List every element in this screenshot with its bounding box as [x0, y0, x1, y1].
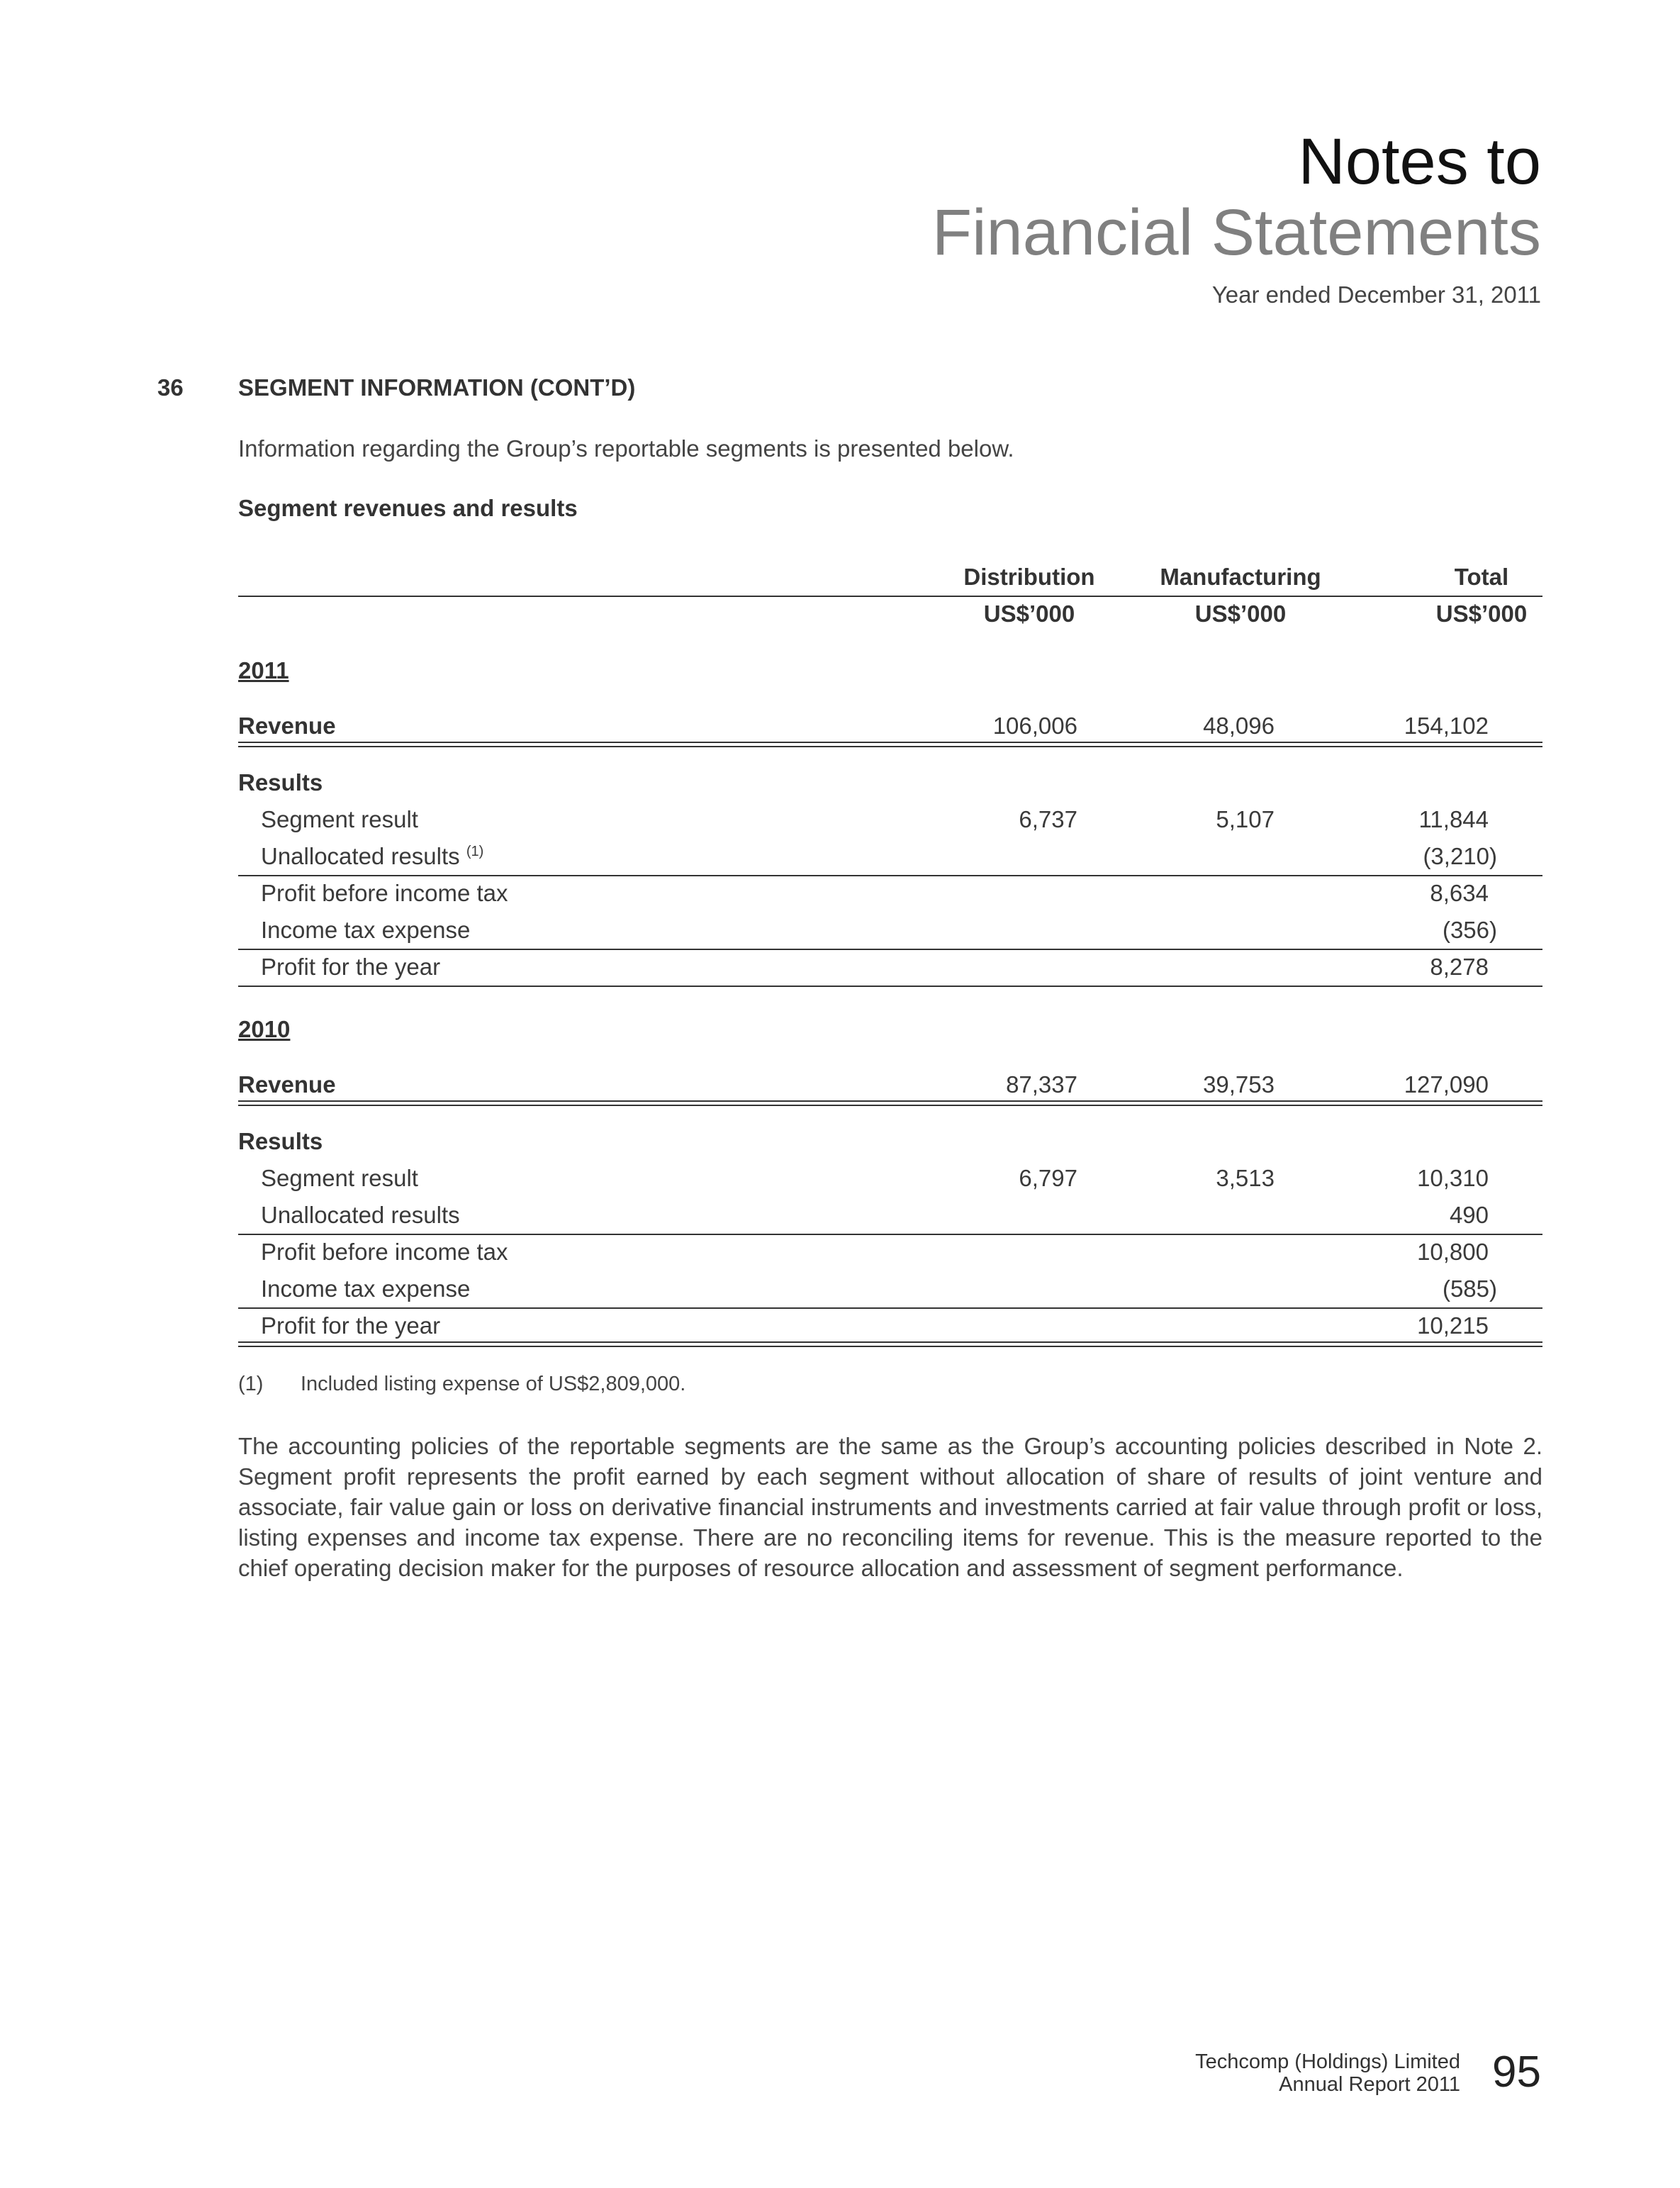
- revenue-label-2010: Revenue: [238, 1071, 336, 1098]
- segment-result-manufacturing-2011: 5,107: [1216, 806, 1275, 832]
- tax-rule-2010: [238, 1307, 1542, 1309]
- page-subtitle: Year ended December 31, 2011: [1211, 281, 1541, 308]
- subtotal-rule-2010: [238, 1234, 1542, 1235]
- segment-result-label-2010: Segment result: [261, 1165, 418, 1191]
- profit-year-total-2010: 10,215: [1417, 1312, 1489, 1339]
- profit-before-tax-label-2011: Profit before income tax: [261, 880, 508, 906]
- revenue-double-rule-2010: [238, 1100, 1542, 1106]
- unallocated-label-2011: Unallocated results: [261, 843, 460, 869]
- revenue-double-rule-2011: [238, 742, 1542, 747]
- policy-paragraph: The accounting policies of the reportable segments are the same as the Group’s accounting policies described in Note 2. Segment profit represents the profit earned by each segment without allocation of share of results of joint venture and associate, fair value gain or loss on derivative financial instruments and investments carried at fair value through profit or loss, listing expenses and income tax expense. There are no reconciling items for revenue. This is the measure reported to the chief operating decision maker for the purposes of resource allocation and assessment of segment performance.: [238, 1433, 1542, 1581]
- income-tax-label-2010: Income tax expense: [261, 1276, 471, 1302]
- footnote-mark: (1): [238, 1373, 264, 1395]
- year-heading-2011: 2011: [238, 657, 289, 683]
- profit-before-tax-total-2010: 10,800: [1417, 1239, 1489, 1265]
- section-title: Segment revenues and results: [238, 495, 578, 521]
- segment-result-total-2011: 11,844: [1418, 806, 1489, 832]
- intro-text: Information regarding the Group’s reportable segments is presented below.: [238, 435, 1014, 462]
- income-tax-total-2010: (585): [1442, 1276, 1497, 1302]
- revenue-distribution-2010: 87,337: [1006, 1071, 1077, 1098]
- income-tax-total-2011: (356): [1442, 917, 1497, 943]
- header-rule: [238, 596, 1542, 597]
- revenue-distribution-2011: 106,006: [992, 713, 1077, 739]
- profit-before-tax-label-2010: Profit before income tax: [261, 1239, 508, 1265]
- profit-before-tax-total-2011: 8,634: [1430, 880, 1489, 906]
- profit-double-rule-2010: [238, 1341, 1542, 1347]
- note-number: 36: [157, 374, 184, 401]
- unit-total: US$’000: [1435, 601, 1528, 627]
- segment-result-total-2010: 10,310: [1417, 1165, 1489, 1191]
- profit-rule-2011: [238, 986, 1542, 987]
- unallocated-row-2011: [261, 842, 483, 871]
- revenue-label-2011: Revenue: [238, 713, 336, 739]
- year-heading-2010: 2010: [238, 1016, 291, 1042]
- subtotal-rule-2011: [238, 875, 1542, 876]
- segment-result-distribution-2011: 6,737: [1019, 806, 1077, 832]
- column-header-distribution: Distribution: [963, 564, 1095, 590]
- revenue-total-2011: 154,102: [1404, 713, 1489, 739]
- footer-company: Techcomp (Holdings) Limited: [1195, 2050, 1460, 2073]
- page-title-line1: Notes to: [1298, 125, 1541, 198]
- tax-rule-2011: [238, 949, 1542, 950]
- profit-year-total-2011: 8,278: [1430, 954, 1489, 980]
- revenue-total-2010: 127,090: [1404, 1071, 1489, 1098]
- results-label-2011: Results: [238, 769, 323, 796]
- segment-result-label-2011: Segment result: [261, 806, 418, 832]
- footer-report: Annual Report 2011: [1279, 2073, 1460, 2096]
- revenue-manufacturing-2010: 39,753: [1203, 1071, 1275, 1098]
- results-label-2010: Results: [238, 1128, 323, 1154]
- revenue-manufacturing-2011: 48,096: [1203, 713, 1275, 739]
- page-number: 95: [1492, 2048, 1541, 2097]
- column-header-manufacturing: Manufacturing: [1160, 564, 1321, 590]
- note-title: SEGMENT INFORMATION (CONT’D): [238, 374, 636, 401]
- segment-result-distribution-2010: 6,797: [1019, 1165, 1077, 1191]
- unallocated-label-2010: Unallocated results: [261, 1202, 460, 1228]
- unit-distribution: US$’000: [983, 601, 1075, 627]
- profit-year-label-2011: Profit for the year: [261, 954, 441, 980]
- unallocated-total-2010: 490: [1449, 1202, 1489, 1228]
- segment-result-manufacturing-2010: 3,513: [1216, 1165, 1275, 1191]
- income-tax-label-2011: Income tax expense: [261, 917, 471, 943]
- unallocated-total-2011: (3,210): [1423, 843, 1497, 869]
- column-header-total: Total: [1454, 564, 1509, 590]
- page-title-line2: Financial Statements: [931, 196, 1541, 269]
- footnote-marker: (1): [466, 844, 484, 859]
- footnote-text: Included listing expense of US$2,809,000.: [301, 1373, 686, 1395]
- unit-manufacturing: US$’000: [1194, 601, 1287, 627]
- profit-year-label-2010: Profit for the year: [261, 1312, 441, 1339]
